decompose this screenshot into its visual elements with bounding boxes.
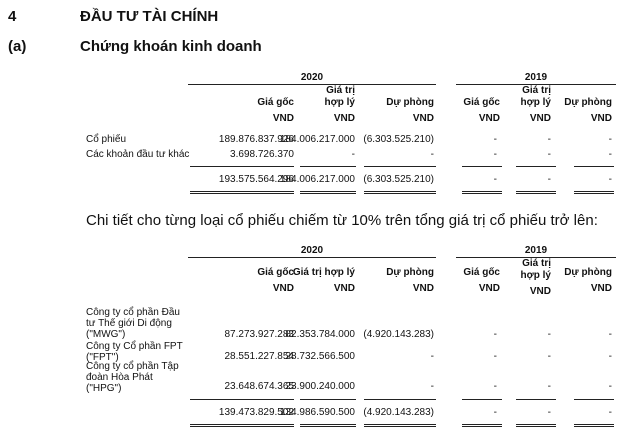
cell-fair-value: 184.006.217.000 (279, 134, 355, 145)
total-provision: (4.920.143.283) (363, 407, 434, 418)
cell-cost-prior: - (493, 149, 497, 160)
cell-cost: 23.648.674.365 (224, 381, 294, 392)
cell-provision-prior: - (608, 134, 612, 145)
cell-fair-value-prior: - (547, 351, 551, 362)
cell-cost-prior: - (493, 134, 497, 145)
total-double-line (300, 191, 356, 194)
col-cost: Giá gốc VND (257, 267, 294, 294)
total-cost-prior: - (493, 407, 497, 418)
total-double-line (574, 191, 614, 194)
total-double-line (462, 191, 502, 194)
year-header-prior: 2019 (524, 72, 548, 83)
cell-provision: - (430, 381, 434, 392)
cell-cost-prior: - (493, 329, 497, 340)
row-label-mwg: Công ty cổ phần Đầu tư Thế giới Di động ("MWG") (86, 307, 180, 340)
total-cost-prior: - (493, 174, 497, 185)
cell-fair-value: 28.732.566.500 (285, 351, 355, 362)
section-title: ĐẦU TƯ TÀI CHÍNH (80, 8, 219, 25)
total-cost: 139.473.829.502 (218, 407, 294, 418)
total-provision-prior: - (608, 174, 612, 185)
col-provision: Dự phòng VND (386, 267, 434, 294)
col-provision-prior: Dự phòng VND (564, 97, 612, 124)
total-double-line (190, 191, 294, 194)
subsection-label: (a) (8, 38, 27, 55)
cell-fair-value-prior: - (547, 149, 551, 160)
col-fair-value-prior: Giá trị hợp lý VND (520, 258, 551, 297)
detail-intro-text: Chi tiết cho từng loại cổ phiếu chiếm từ 10% trên tổng giá trị cổ phiếu trở lên: (86, 212, 598, 229)
section-number: 4 (8, 8, 17, 25)
subtotal-line (574, 399, 614, 400)
year-underline-current (188, 257, 436, 258)
cell-cost: 28.551.227.854 (224, 351, 294, 362)
cell-cost: 189.876.837.926 (218, 134, 294, 145)
col-cost-prior: Giá gốc VND (463, 97, 500, 124)
cell-cost: 87.273.927.283 (224, 329, 294, 340)
total-fair-value-prior: - (547, 407, 551, 418)
subtotal-line (462, 399, 502, 400)
total-cost: 193.575.564.296 (218, 174, 294, 185)
cell-fair-value-prior: - (547, 329, 551, 340)
cell-cost-prior: - (493, 381, 497, 392)
subtotal-line (300, 166, 356, 167)
year-header-current: 2020 (300, 245, 324, 256)
cell-provision: (6.303.525.210) (363, 134, 434, 145)
cell-cost: 3.698.726.370 (230, 149, 294, 160)
total-fair-value-prior: - (547, 174, 551, 185)
col-provision: Dự phòng VND (386, 97, 434, 124)
cell-fair-value: - (351, 149, 355, 160)
year-header-prior: 2019 (524, 245, 548, 256)
subtotal-line (364, 166, 436, 167)
row-label-hpg: Công ty cổ phần Tập đoàn Hòa Phát ("HPG") (86, 361, 179, 394)
subtotal-line (364, 399, 436, 400)
cell-provision-prior: - (608, 149, 612, 160)
total-fair-value: 184.006.217.000 (279, 174, 355, 185)
cell-provision: (4.920.143.283) (363, 329, 434, 340)
cell-provision-prior: - (608, 329, 612, 340)
row-label-shares: Cổ phiếu (86, 134, 127, 145)
cell-fair-value-prior: - (547, 134, 551, 145)
subtotal-line (300, 399, 356, 400)
subtotal-line (190, 166, 294, 167)
cell-provision: - (430, 351, 434, 362)
col-fair-value: Giá trị hợp lý VND (292, 267, 355, 294)
row-label-fpt: Công ty Cổ phần FPT ("FPT") (86, 341, 183, 363)
subsection-title: Chứng khoán kinh doanh (80, 38, 262, 55)
cell-fair-value: 23.900.240.000 (285, 381, 355, 392)
total-double-line (364, 424, 436, 427)
subtotal-line (462, 166, 502, 167)
subtotal-line (516, 399, 556, 400)
total-provision: (6.303.525.210) (363, 174, 434, 185)
subtotal-line (190, 399, 294, 400)
cell-provision: - (430, 149, 434, 160)
cell-cost-prior: - (493, 351, 497, 362)
total-double-line (516, 191, 556, 194)
total-double-line (462, 424, 502, 427)
total-provision-prior: - (608, 407, 612, 418)
cell-fair-value-prior: - (547, 381, 551, 392)
col-fair-value: Giá trị hợp lý VND (324, 85, 355, 124)
total-double-line (574, 424, 614, 427)
total-double-line (516, 424, 556, 427)
cell-provision-prior: - (608, 351, 612, 362)
col-cost: Giá gốc VND (257, 97, 294, 124)
col-cost-prior: Giá gốc VND (463, 267, 500, 294)
row-label-other-investments: Các khoản đầu tư khác (86, 149, 190, 160)
total-fair-value: 134.986.590.500 (279, 407, 355, 418)
total-double-line (190, 424, 294, 427)
cell-fair-value: 82.353.784.000 (285, 329, 355, 340)
subtotal-line (574, 166, 614, 167)
year-header-current: 2020 (300, 72, 324, 83)
year-underline-current (188, 84, 436, 85)
total-double-line (364, 191, 436, 194)
col-provision-prior: Dự phòng VND (564, 267, 612, 294)
col-fair-value-prior: Giá trị hợp lý VND (520, 85, 551, 124)
total-double-line (300, 424, 356, 427)
subtotal-line (516, 166, 556, 167)
cell-provision-prior: - (608, 381, 612, 392)
